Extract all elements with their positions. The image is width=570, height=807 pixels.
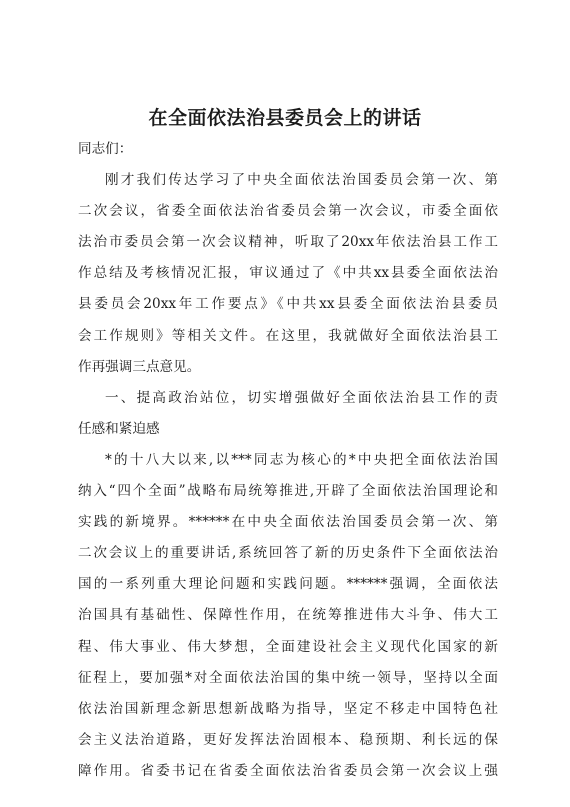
body-line: 国的一系列重大理论问题和实践问题。******强调，全面依法 [78,576,498,593]
body-line: 二次会议，省委全面依法治省委员会第一次会议，市委全面依 [78,203,498,220]
body-line: 作再强调三点意见。 [78,358,201,375]
body-line: 会主义法治道路，更好发挥法治固根本、稳预期、利长远的保 [78,731,498,748]
body-line: 治国具有基础性、保障性作用，在统筹推进伟大斗争、伟大工 [78,607,498,624]
body-line: 程、伟大事业、伟大梦想，全面建设社会主义现代化国家的新 [78,638,498,655]
body-line: 依法治国新理念新思想新战略为指导，坚定不移走中国特色社 [78,700,498,717]
body-line: 作总结及考核情况汇报，审议通过了《中共xx县委全面依法治 [78,265,498,282]
body-line: *的十八大以来,以***同志为核心的*中央把全面依法治国 [105,451,498,468]
body-line: 纳入“四个全面”战略布局统筹推进,开辟了全面依法治国理论和 [78,483,498,500]
body-line: 一、提高政治站位，切实增强做好全面依法治县工作的责 [105,389,498,406]
body-line: 会工作规则》等相关文件。在这里，我就做好全面依法治县工 [78,327,498,344]
body-line: 征程上，要加强*对全面依法治国的集中统一领导，坚持以全面 [78,669,498,686]
body-line: 县委员会20xx年工作要点》《中共xx县委全面依法治县委员 [78,296,498,313]
body-line: 法治市委员会第一次会议精神，听取了20xx年依法治县工作工 [78,234,498,251]
body-line: 任感和紧迫感 [78,420,160,437]
body-line: 刚才我们传达学习了中央全面依法治国委员会第一次、第 [105,172,498,189]
salutation: 同志们： [78,141,133,157]
document-body [78,134,498,787]
body-line: 实践的新境界。******在中央全面依法治国委员会第一次、第 [78,514,498,531]
body-line: 障作用。省委书记在省委全面依法治省委员会第一次会议上强 [78,762,498,779]
body-line: 二次会议上的重要讲话,系统回答了新的历史条件下全面依法治 [78,545,498,562]
document-title: 在全面依法治县委员会上的讲话 [148,107,422,129]
